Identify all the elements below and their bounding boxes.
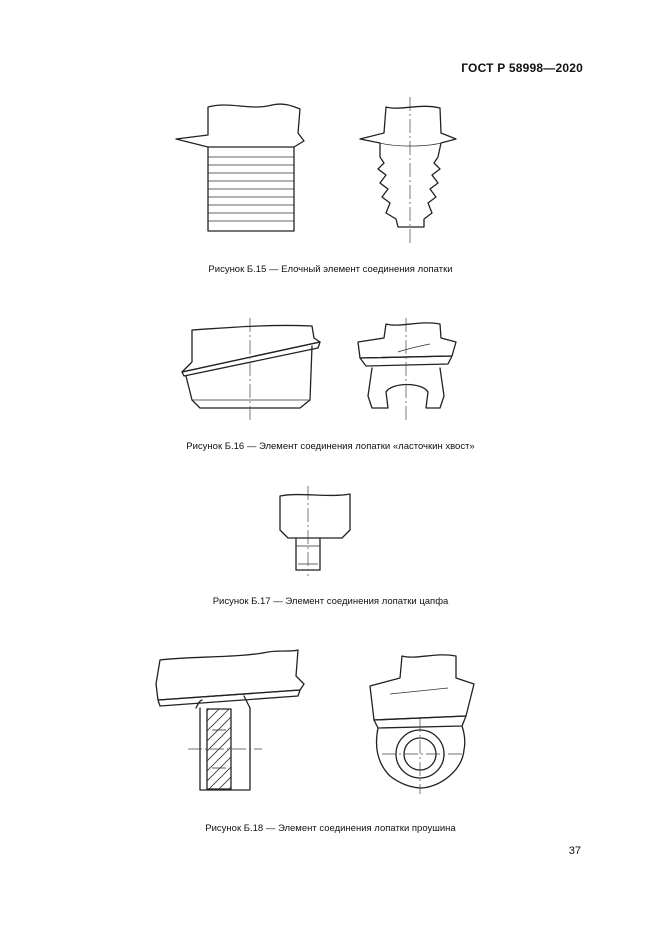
document-code: ГОСТ Р 58998—2020	[461, 61, 583, 75]
figure-b16-drawing	[0, 316, 661, 426]
dovetail-root-front-view	[358, 318, 456, 420]
figure-b15-caption: Рисунок Б.15 — Елочный элемент соединения лопатки	[208, 264, 453, 275]
lug-root-side-view	[156, 650, 304, 838]
figure-b18-drawing	[0, 638, 661, 808]
figure-b18-caption: Рисунок Б.18 — Элемент соединения лопатки проушина	[205, 823, 456, 834]
figure-b16-caption: Рисунок Б.16 — Элемент соединения лопатки «ласточкин хвост»	[186, 441, 475, 452]
figure-b17-caption: Рисунок Б.17 — Элемент соединения лопатки цапфа	[212, 596, 449, 607]
page-number: 37	[568, 845, 581, 857]
fir-tree-root-side-view	[176, 104, 304, 231]
trunnion-root-view	[280, 486, 350, 576]
dovetail-root-side-view	[182, 318, 320, 420]
fir-tree-root-front-view	[360, 97, 456, 243]
figure-b15-drawing	[0, 95, 661, 255]
lug-root-front-view	[370, 655, 474, 794]
figure-b17-drawing	[0, 486, 661, 581]
